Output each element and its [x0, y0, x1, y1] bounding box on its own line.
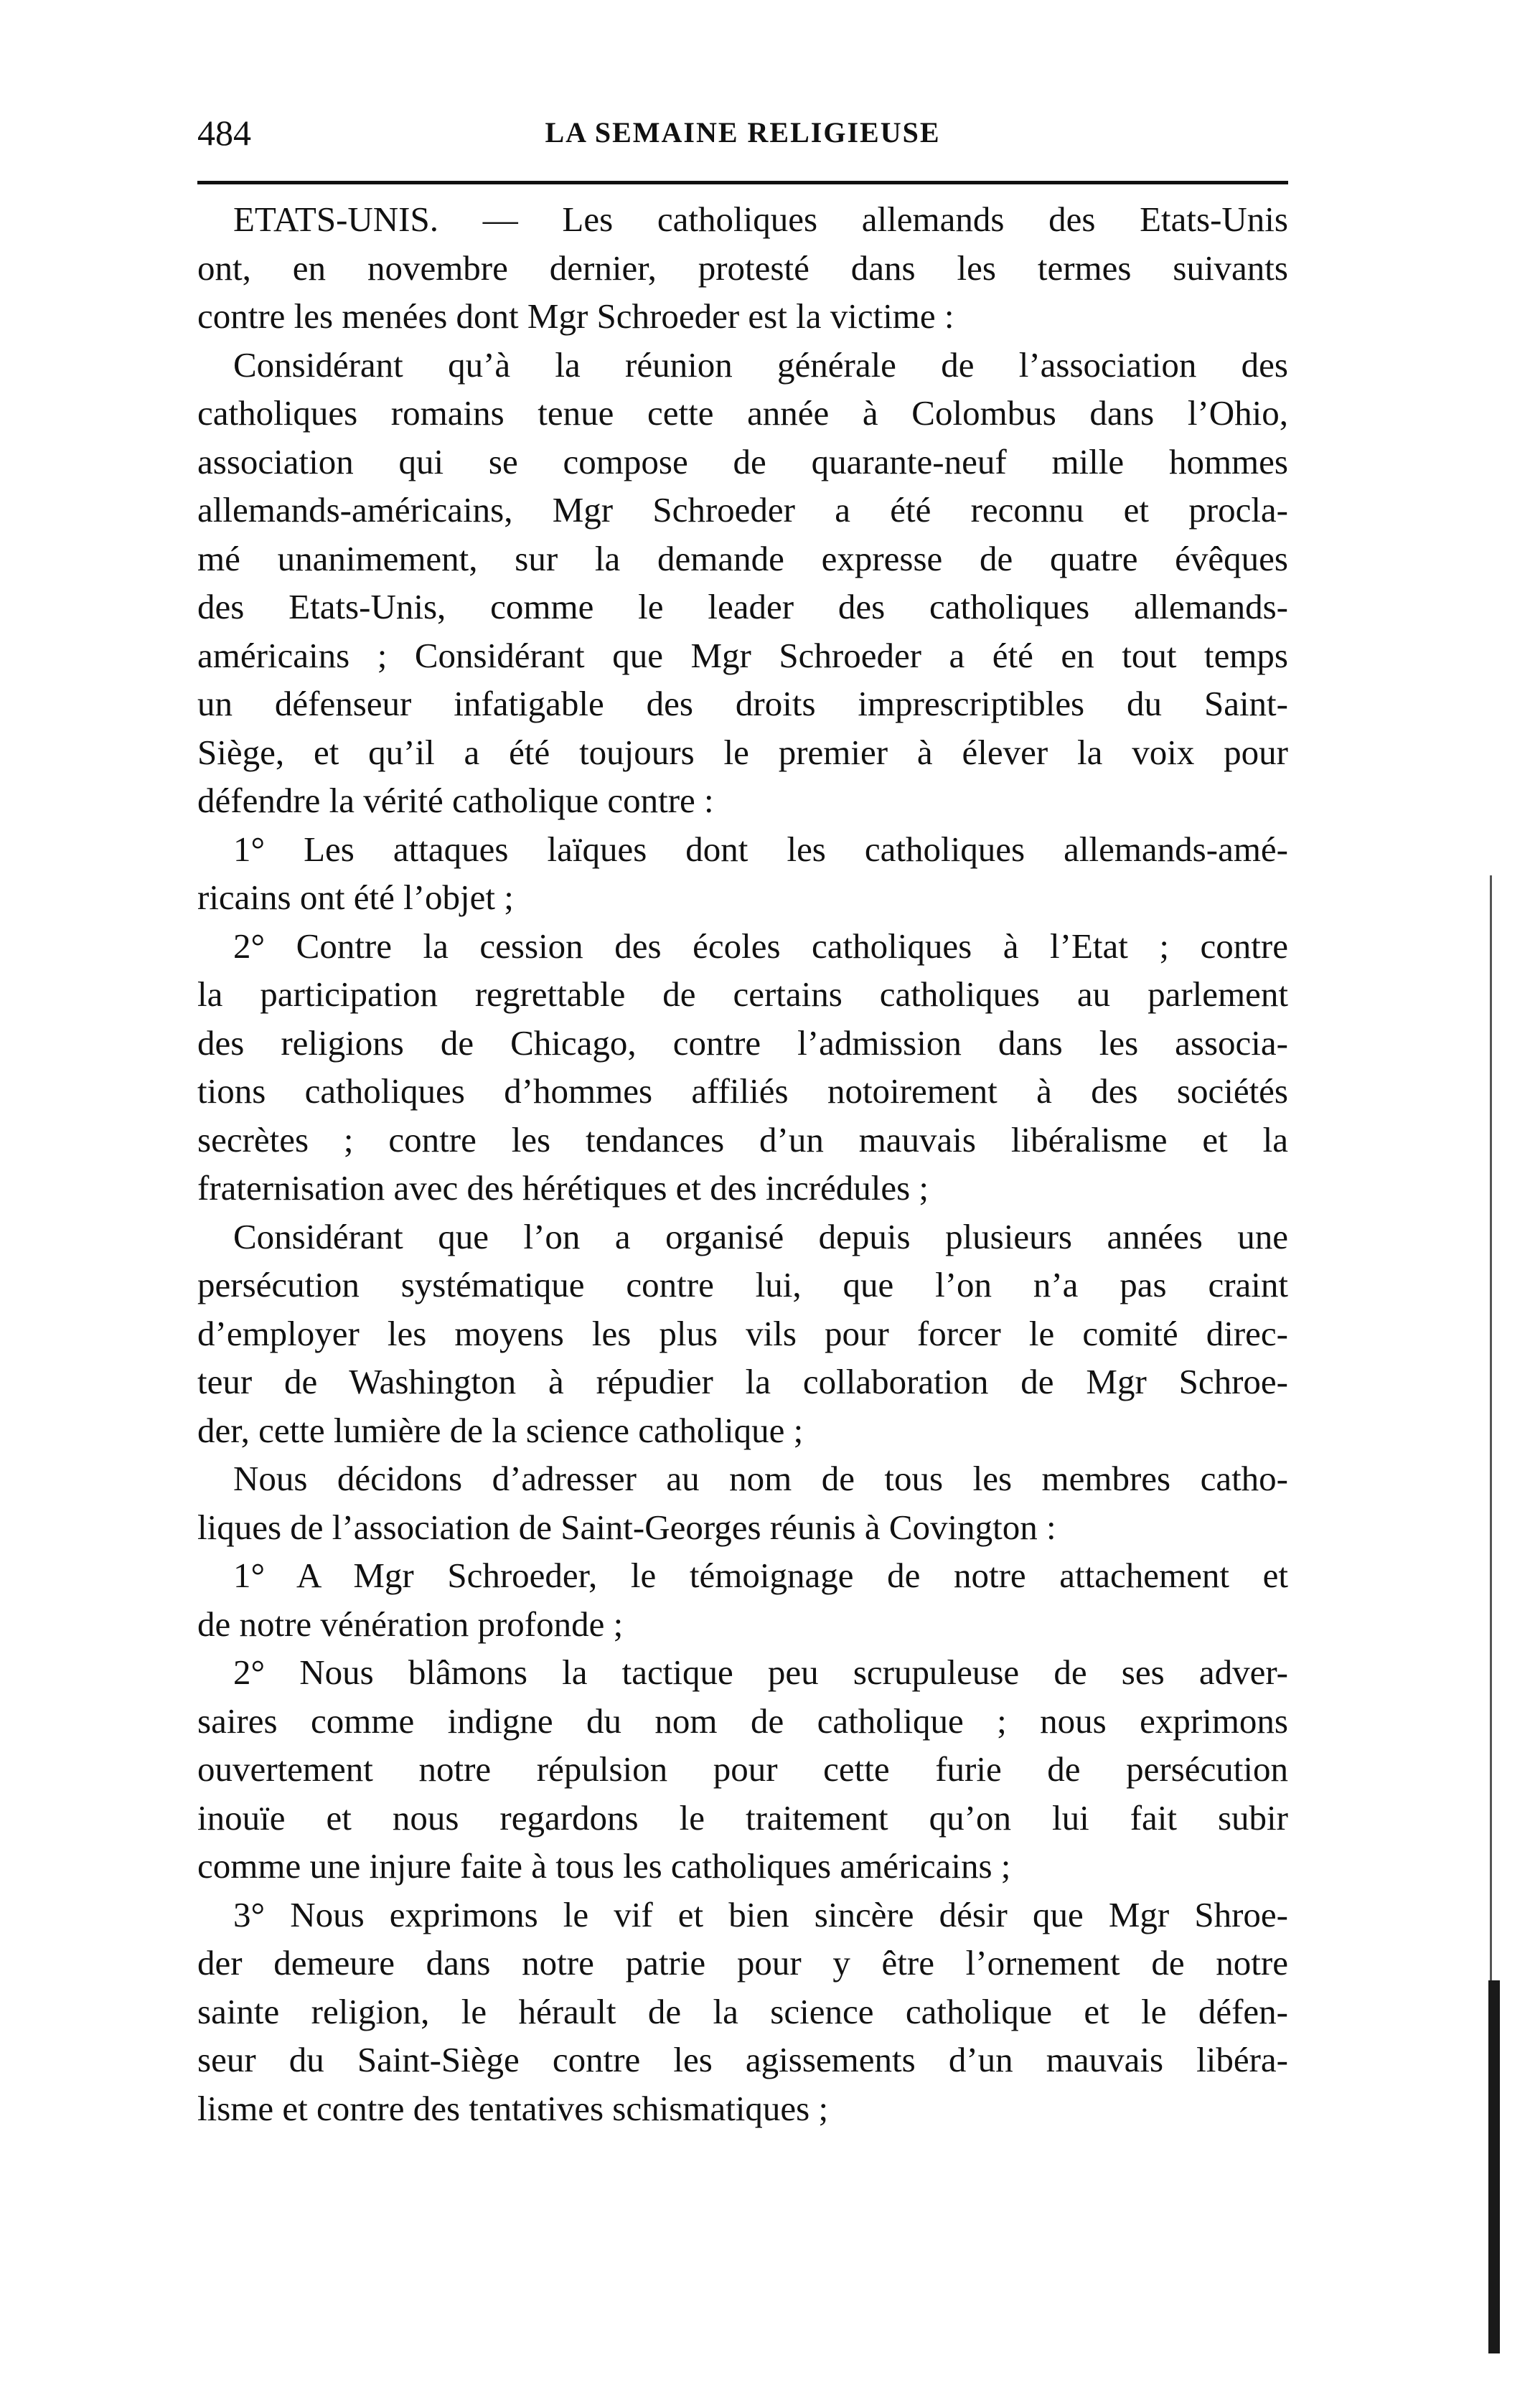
text-line: Siège, et qu’il a été toujours le premier à élever la voix pour: [197, 732, 1288, 772]
page-header: [197, 108, 1288, 158]
text-line: 3° Nous exprimons le vif et bien sincère désir que Mgr Shroe-: [233, 1894, 1288, 1934]
text-line: d’employer les moyens les plus vils pour forcer le comité direc-: [197, 1313, 1288, 1353]
text-line: ouvertement notre répulsion pour cette furie de persécution: [197, 1749, 1288, 1789]
text-line: allemands-américains, Mgr Schroeder a été reconnu et procla-: [197, 490, 1288, 530]
text-line: sainte religion, le hérault de la science catholique et le défen-: [197, 1991, 1288, 2031]
text-line: der demeure dans notre patrie pour y être l’ornement de notre: [197, 1943, 1288, 1983]
text-line: 1° A Mgr Schroeder, le témoignage de notre attachement et: [233, 1556, 1288, 1595]
binding-edge-shadow: [1488, 1980, 1500, 2353]
text-line: association qui se compose de quarante-neuf mille hommes: [197, 441, 1288, 481]
text-line: 1° Les attaques laïques dont les catholiques allemands-amé-: [233, 829, 1288, 869]
text-line: der, cette lumière de la science catholique ;: [197, 1410, 804, 1450]
text-line: inouïe et nous regardons le traitement qu’on lui fait subir: [197, 1797, 1288, 1838]
text-line: ont, en novembre dernier, protesté dans les termes suivants: [197, 248, 1288, 288]
text-line: un défenseur infatigable des droits imprescriptibles du Saint-: [197, 684, 1288, 723]
text-line: contre les menées dont Mgr Schroeder est la victime :: [197, 296, 954, 336]
text-line: la participation regrettable de certains catholiques au parlement: [197, 974, 1288, 1014]
running-title: LA SEMAINE RELIGIEUSE: [545, 116, 941, 149]
text-line: ETATS-UNIS. — Les catholiques allemands des Etats-Unis: [233, 199, 1288, 239]
binding-edge-line: [1490, 875, 1492, 1980]
text-line: teur de Washington à répudier la collaboration de Mgr Schroe-: [197, 1362, 1288, 1401]
header-rule: [197, 181, 1288, 184]
text-line: 2° Contre la cession des écoles catholiques à l’Etat ; contre: [233, 926, 1288, 966]
text-line: mé unanimement, sur la demande expresse de quatre évêques: [197, 538, 1288, 578]
article-body: [197, 195, 1288, 2132]
text-line: défendre la vérité catholique contre :: [197, 781, 714, 820]
text-line: comme une injure faite à tous les catholiques américains ;: [197, 1846, 1011, 1886]
text-line: des Etats-Unis, comme le leader des catholiques allemands-: [197, 587, 1288, 626]
text-line: fraternisation avec des hérétiques et des incrédules ;: [197, 1168, 929, 1208]
text-line: catholiques romains tenue cette année à Colombus dans l’Ohio,: [197, 393, 1288, 433]
text-line: Considérant qu’à la réunion générale de l’association des: [233, 344, 1288, 385]
page-number: 484: [197, 113, 251, 153]
text-line: saires comme indigne du nom de catholique ; nous exprimons: [197, 1701, 1288, 1741]
text-line: de notre vénération profonde ;: [197, 1604, 624, 1644]
text-line: secrètes ; contre les tendances d’un mauvais libéralisme et la: [197, 1119, 1288, 1160]
text-line: Nous décidons d’adresser au nom de tous les membres catho-: [233, 1459, 1288, 1498]
text-line: 2° Nous blâmons la tactique peu scrupuleuse de ses adver-: [233, 1652, 1288, 1692]
text-line: ricains ont été l’objet ;: [197, 878, 514, 917]
text-line: lisme et contre des tentatives schismatiques ;: [197, 2088, 829, 2128]
text-line: seur du Saint-Siège contre les agissements d’un mauvais libéra-: [197, 2040, 1288, 2079]
text-line: tions catholiques d’hommes affiliés notoirement à des sociétés: [197, 1071, 1288, 1111]
text-line: persécution systématique contre lui, que l’on n’a pas craint: [197, 1265, 1288, 1304]
text-line: américains ; Considérant que Mgr Schroeder a été en tout temps: [197, 635, 1288, 675]
text-line: des religions de Chicago, contre l’admission dans les associa-: [197, 1022, 1288, 1063]
text-line: Considérant que l’on a organisé depuis plusieurs années une: [233, 1216, 1288, 1256]
text-line: liques de l’association de Saint-Georges réunis à Covington :: [197, 1507, 1056, 1547]
